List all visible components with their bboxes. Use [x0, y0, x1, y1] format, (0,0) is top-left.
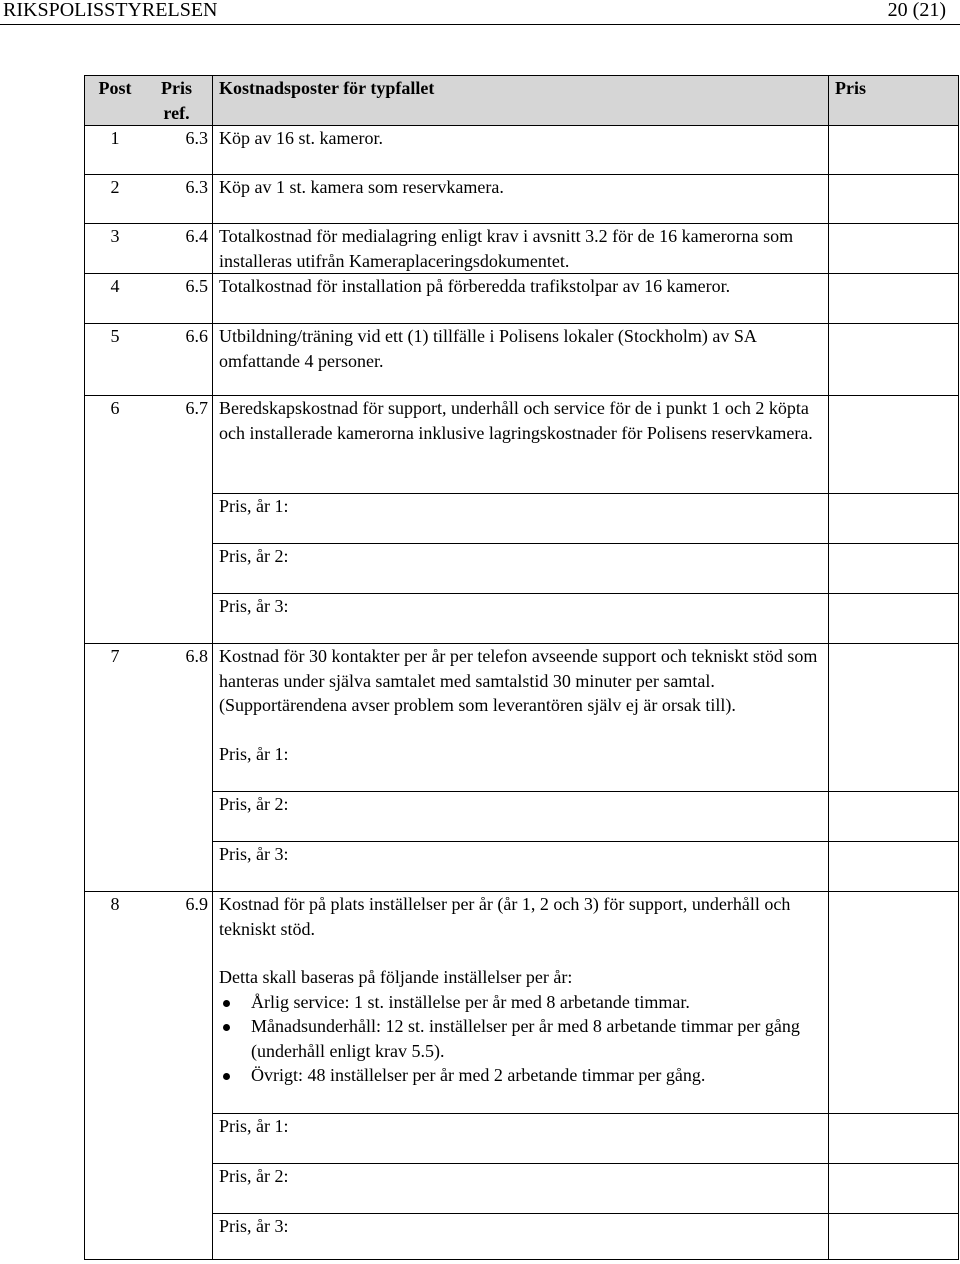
price-cell-year-2[interactable]: [829, 1164, 959, 1214]
price-cell[interactable]: [829, 224, 959, 274]
price-cell-year-2[interactable]: [829, 544, 959, 594]
price-cell[interactable]: [829, 396, 959, 494]
page-number: 20 (21): [887, 0, 946, 21]
bullet-icon: [223, 1073, 230, 1080]
year-price-label: Pris, år 1:: [213, 742, 829, 792]
post-number: 3: [85, 224, 146, 274]
table-row: [85, 1114, 959, 1164]
col-kostnadsposter: Kostnadsposter för typfallet: [213, 76, 829, 126]
table-row: [85, 1214, 959, 1260]
post-number: 6: [85, 396, 146, 644]
table-row: [85, 1164, 959, 1214]
bullet-text: Månadsunderhåll: 12 st. inställelser per år med 8 arbetande timmar per gång (underhåll enligt krav 5.5).: [251, 1016, 800, 1061]
pris-ref: 6.3: [145, 175, 213, 224]
list-item: [219, 990, 828, 1015]
bullet-text: Övrigt: 48 inställelser per år med 2 arbetande timmar per gång.: [251, 1065, 706, 1085]
table-row: [85, 742, 959, 792]
cost-description: Utbildning/träning vid ett (1) tillfälle i Polisens lokaler (Stockholm) av SA omfattande 4 personer.: [213, 324, 829, 396]
cost-description: Totalkostnad för installation på förberedda trafikstolpar av 16 kameror.: [213, 274, 829, 324]
price-cell[interactable]: [829, 644, 959, 743]
post-number: 4: [85, 274, 146, 324]
price-cell[interactable]: [829, 126, 959, 175]
year-price-label: Pris, år 2:: [213, 544, 829, 594]
table-row: [85, 792, 959, 842]
price-cell-year-1[interactable]: [829, 1114, 959, 1164]
post-number: 2: [85, 175, 146, 224]
pris-ref: 6.8: [145, 644, 213, 892]
price-cell[interactable]: [829, 175, 959, 224]
price-cell-year-3[interactable]: [829, 842, 959, 892]
cost-description: Beredskapskostnad för support, underhåll och service för de i punkt 1 och 2 köpta och installerade kamerorna inklusive lagringskostnader för Polisens reservkamera.: [213, 396, 829, 494]
cost-description: Totalkostnad för medialagring enligt krav i avsnitt 3.2 för de 16 kamerorna som installeras utifrån Kameraplaceringsdokumentet.: [213, 224, 829, 274]
price-cell[interactable]: [829, 324, 959, 396]
bullet-icon: [223, 1024, 230, 1031]
year-price-label: Pris, år 2:: [213, 1164, 829, 1214]
cost-table: [84, 75, 959, 1260]
bullet-text: Årlig service: 1 st. inställelse per år med 8 arbetande timmar.: [251, 991, 690, 1012]
cost-description: [213, 892, 829, 1114]
price-cell[interactable]: [829, 274, 959, 324]
col-pris-ref: [145, 76, 213, 126]
row8-intro: Detta skall baseras på följande inställelser per år:: [219, 967, 573, 987]
pris-ref: 6.5: [145, 274, 213, 324]
table-row: [85, 892, 959, 1114]
price-cell[interactable]: [829, 892, 959, 1114]
col-post: Post: [85, 76, 146, 126]
table-row: [85, 224, 959, 274]
table-row: [85, 644, 959, 743]
pris-ref: 6.3: [145, 126, 213, 175]
page-header: [0, 0, 960, 25]
list-item: [219, 1014, 828, 1063]
table-row: [85, 324, 959, 396]
post-number: 8: [85, 892, 146, 1260]
post-number: 7: [85, 644, 146, 892]
table-row: [85, 396, 959, 494]
cost-description: Köp av 16 st. kameror.: [213, 126, 829, 175]
price-cell-year-3[interactable]: [829, 1214, 959, 1260]
cost-description: Köp av 1 st. kamera som reservkamera.: [213, 175, 829, 224]
price-cell-year-2[interactable]: [829, 792, 959, 842]
table-header-row: [85, 76, 959, 126]
table-row: [85, 594, 959, 644]
bullet-icon: [223, 1000, 230, 1007]
pris-ref: 6.9: [145, 892, 213, 1260]
year-price-label: Pris, år 1:: [213, 1114, 829, 1164]
col-pris: Pris: [829, 76, 959, 126]
post-number: 1: [85, 126, 146, 175]
price-cell-year-1[interactable]: [829, 742, 959, 792]
col-pris-ref-label: Pris ref.: [161, 78, 192, 123]
price-cell-year-1[interactable]: [829, 494, 959, 544]
row8-bullet-list: [219, 990, 828, 1088]
table-row: [85, 544, 959, 594]
year-price-label: Pris, år 2:: [213, 792, 829, 842]
list-item: [219, 1063, 828, 1088]
cost-description: Kostnad för 30 kontakter per år per telefon avseende support och tekniskt stöd som hanteras under själva samtalet med samtalstid 30 minuter per samtal. (Supportärendena avser problem som leverantören själv ej är orsak till).: [213, 644, 829, 743]
year-price-label: Pris, år 3:: [213, 1214, 829, 1260]
year-price-label: Pris, år 1:: [213, 494, 829, 544]
pris-ref: 6.7: [145, 396, 213, 644]
table-row: [85, 494, 959, 544]
pris-ref: 6.4: [145, 224, 213, 274]
table-row: [85, 842, 959, 892]
price-cell-year-3[interactable]: [829, 594, 959, 644]
post-number: 5: [85, 324, 146, 396]
year-price-label: Pris, år 3:: [213, 594, 829, 644]
table-row: [85, 274, 959, 324]
year-price-label: Pris, år 3:: [213, 842, 829, 892]
pris-ref: 6.6: [145, 324, 213, 396]
table-row: [85, 126, 959, 175]
organization-name: RIKSPOLISSTYRELSEN: [3, 0, 218, 21]
row8-description: Kostnad för på plats inställelser per år (år 1, 2 och 3) för support, underhåll och tekniskt stöd.: [219, 894, 791, 939]
table-row: [85, 175, 959, 224]
